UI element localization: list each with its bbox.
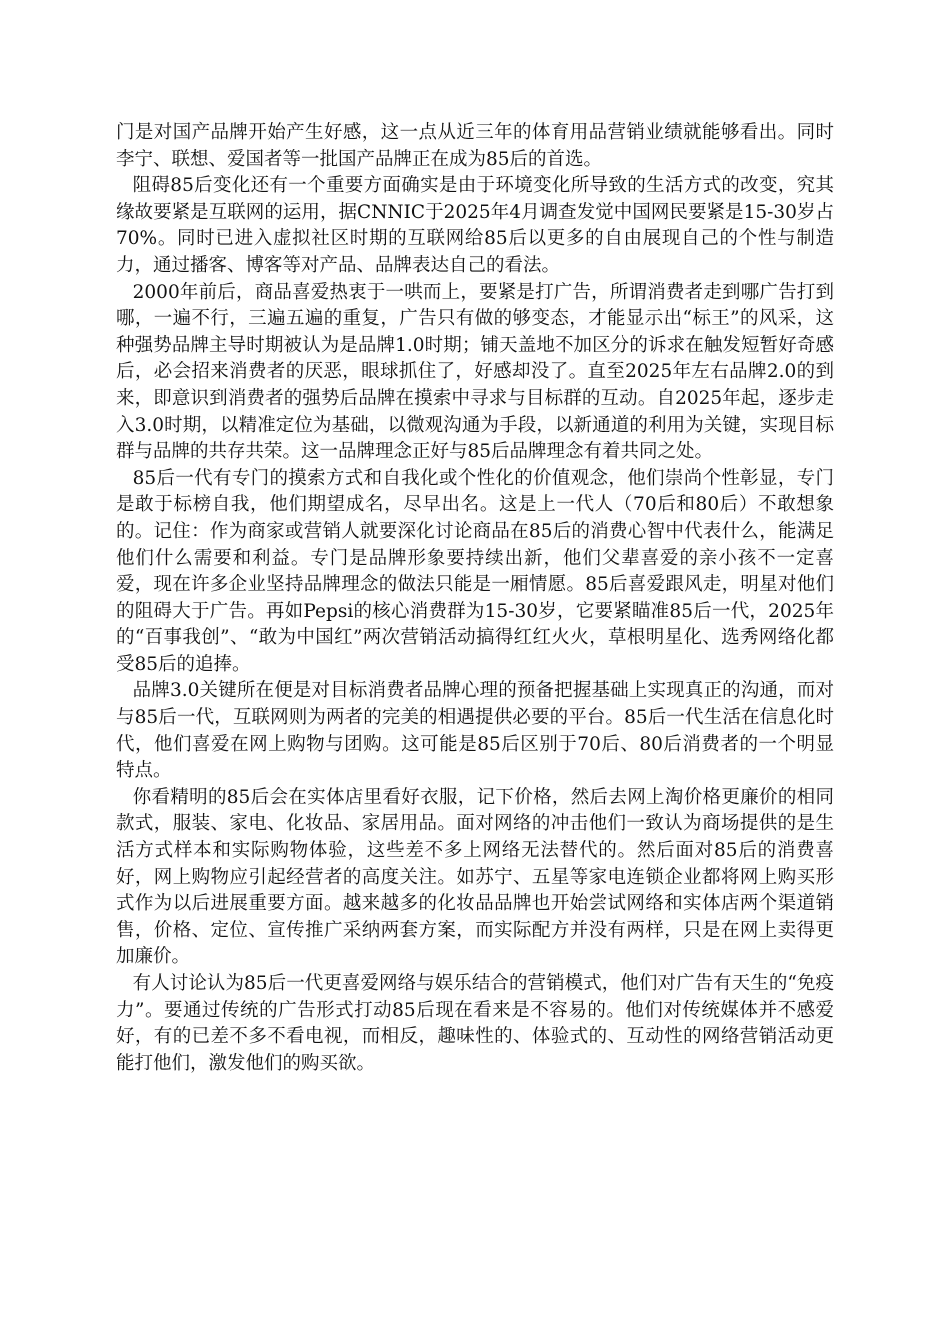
paragraph-7: 有人讨论认为85后一代更喜爱网络与娱乐结合的营销模式，他们对广告有天生的“免疫力”。要通过传统的广告形式打动85后现在看来是不容易的。他们对传统媒体并不感爱好，有的已差不多不看电视，而相反，趣味性的、体验式的、互动性的网络营销活动更能打他们，激发他们的购买欲。 — [116, 973, 834, 1074]
paragraph-1: 门是对国产品牌开始产生好感，这一点从近三年的体育用品营销业绩就能够看出。同时李宁、联想、爱国者等一批国产品牌正在成为85后的首选。 — [116, 122, 834, 170]
paragraph-4: 85后一代有专门的摸索方式和自我化或个性化的价值观念，他们崇尚个性彰显，专门是敢于标榜自我，他们期望成名，尽早出名。这是上一代人（70后和80后）不敢想象的。记住：作为商家或营销人就要深化讨论商品在85后的消费心智中代表什么，能满足他们什么需要和利益。专门是品牌形象要持续出新，他们父辈喜爱的亲小孩不一定喜爱，现在许多企业坚持品牌理念的做法只能是一厢情愿。85后喜爱跟风走，明星对他们的阻碍大于广告。再如Pepsi的核心消费群为15-30岁，它要紧瞄准85后一代，2025年的“百事我创”、“敢为中国红”两次营销活动搞得红红火火，草根明星化、选秀网络化都受85后的追捧。 — [116, 467, 834, 675]
paragraph-5: 品牌3.0关键所在便是对目标消费者品牌心理的预备把握基础上实现真正的沟通，而对与85后一代，互联网则为两者的完美的相遇提供必要的平台。85后一代生活在信息化时代，他们喜爱在网上购物与团购。这可能是85后区别于70后、80后消费者的一个明显特点。 — [116, 680, 834, 782]
paragraph-6: 你看精明的85后会在实体店里看好衣服，记下价格，然后去网上淘价格更廉价的相同款式，服装、家电、化妆品、家居用品。面对网络的冲击他们一致认为商场提供的是生活方式样本和实际购物体验，这些差不多上网络无法替代的。然后面对85后的消费喜好，网上购物应引起经营者的高度关注。如苏宁、五星等家电连锁企业都将网上购买形式作为以后进展重要方面。越来越多的化妆品品牌也开始尝试网络和实体店两个渠道销售，价格、定位、宣传推广采纳两套方案，而实际配方并没有两样，只是在网上卖得更加廉价。 — [116, 786, 834, 968]
paragraph-2: 阻碍85后变化还有一个重要方面确实是由于环境变化所导致的生活方式的改变，究其缘故要紧是互联网的运用，据CNNIC于2025年4月调查发觉中国网民要紧是15-30岁占70%。同时已进入虚拟社区时期的互联网给85后以更多的自由展现自己的个性与制造力，通过播客、博客等对产品、品牌表达自己的看法。 — [116, 175, 834, 276]
paragraph-3: 2000年前后，商品喜爱热衷于一哄而上，要紧是打广告，所谓消费者走到哪广告打到哪，一遍不行，三遍五遍的重复，广告只有做的够变态，才能显示出“标王”的风采，这种强势品牌主导时期被认为是品牌1.0时期；铺天盖地不加区分的诉求在触发短暂好奇感后，必会招来消费者的厌恶，眼球抓住了，好感却没了。直至2025年左右品牌2.0的到来，即意识到消费者的强势后品牌在摸索中寻求与目标群的互动。自2025年起，逐步走入3.0时期，以精准定位为基础，以微观沟通为手段，以新通道的利用为关键，实现目标群与品牌的共存共荣。这一品牌理念正好与85后品牌理念有着共同之处。 — [116, 281, 834, 463]
document-body — [116, 120, 834, 1077]
